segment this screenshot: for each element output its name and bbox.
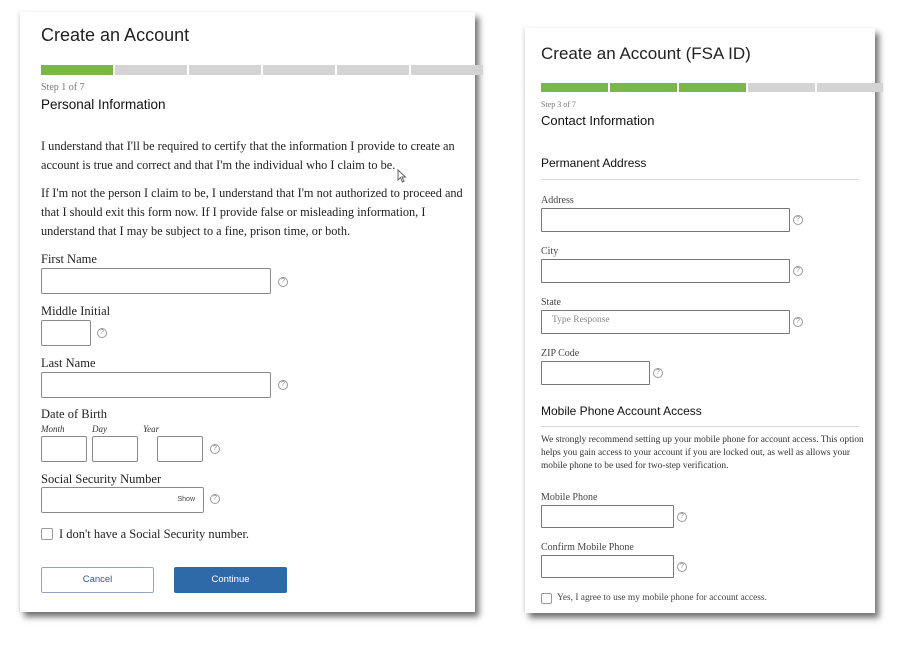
ssn-label: Social Security Number (41, 472, 162, 486)
step-indicator: Step 3 of 7 (541, 100, 576, 109)
no-ssn-checkbox[interactable] (41, 528, 53, 540)
progress-segment (41, 65, 113, 75)
question-circle-icon[interactable]: ? (653, 368, 663, 378)
question-circle-icon[interactable]: ? (793, 215, 803, 225)
middle-initial-label: Middle Initial (41, 304, 111, 318)
section-title: Personal Information (41, 97, 166, 112)
mobile-description: We strongly recommend setting up your mobile phone for account access. This option helps you gain access to your account if you are locked out, as well as allows your mobile phone to be used for two-step verification. (541, 435, 864, 471)
cancel-button[interactable]: Cancel (41, 567, 154, 593)
confirm-mobile-input[interactable] (541, 555, 674, 578)
show-ssn-toggle[interactable]: Show (177, 496, 195, 503)
mobile-phone-input[interactable] (541, 505, 674, 528)
state-label: State (541, 297, 561, 308)
contact-info-panel (525, 28, 875, 613)
ssn-input[interactable] (41, 487, 204, 513)
page-title: Create an Account (FSA ID) (541, 44, 751, 63)
question-circle-icon[interactable]: ? (210, 494, 220, 504)
progress-segment (337, 65, 409, 75)
question-circle-icon[interactable]: ? (97, 328, 107, 338)
section-title: Contact Information (541, 113, 655, 128)
date-of-birth-label: Date of Birth (41, 407, 107, 421)
month-input[interactable] (41, 436, 87, 462)
city-label: City (541, 246, 559, 257)
question-circle-icon[interactable]: ? (677, 562, 687, 572)
progress-segment (189, 65, 261, 75)
agree-mobile-checkbox[interactable] (541, 593, 552, 604)
divider (541, 179, 859, 180)
state-input[interactable] (541, 310, 790, 334)
question-circle-icon[interactable]: ? (278, 277, 288, 287)
last-name-input[interactable] (41, 372, 271, 398)
permanent-address-heading: Permanent Address (541, 156, 647, 170)
warning-paragraph: If I'm not the person I claim to be, I understand that I'm not authorized to proceed and that I should exit this form now. If I provide false or misleading information, I understand that I may be subject to a fine, prison time, or both. (41, 186, 463, 238)
progress-segment (541, 83, 608, 92)
progress-segment (263, 65, 335, 75)
progress-segment (679, 83, 746, 92)
first-name-input[interactable] (41, 268, 271, 294)
question-circle-icon[interactable]: ? (677, 512, 687, 522)
year-input[interactable] (157, 436, 203, 462)
city-input[interactable] (541, 259, 790, 283)
page-title: Create an Account (41, 25, 190, 45)
progress-segment (817, 83, 883, 92)
progress-segment (748, 83, 815, 92)
month-label: Month (41, 424, 65, 434)
personal-info-panel (20, 12, 475, 612)
middle-initial-input[interactable] (41, 320, 91, 346)
address-input[interactable] (541, 208, 790, 232)
progress-segment (610, 83, 677, 92)
mouse-pointer-icon (397, 169, 407, 183)
last-name-label: Last Name (41, 356, 96, 370)
question-circle-icon[interactable]: ? (278, 380, 288, 390)
zip-code-input[interactable] (541, 361, 650, 385)
day-label: Day (92, 424, 107, 434)
certify-paragraph: I understand that I'll be required to certify that the information I provide to create an account is true and correct and that I'm the individual who I claim to be. (41, 139, 455, 172)
confirm-mobile-label: Confirm Mobile Phone (541, 542, 634, 553)
mobile-access-heading: Mobile Phone Account Access (541, 404, 702, 418)
question-circle-icon[interactable]: ? (210, 444, 220, 454)
address-label: Address (541, 195, 574, 206)
step-indicator: Step 1 of 7 (41, 82, 85, 93)
divider (541, 426, 859, 427)
progress-bar (541, 83, 883, 92)
no-ssn-label: I don't have a Social Security number. (59, 527, 250, 541)
mobile-phone-label: Mobile Phone (541, 492, 598, 503)
agree-mobile-label: Yes, I agree to use my mobile phone for account access. (557, 593, 767, 603)
zip-code-label: ZIP Code (541, 348, 580, 359)
first-name-label: First Name (41, 252, 97, 266)
question-circle-icon[interactable]: ? (793, 317, 803, 327)
state-placeholder: Type Response (552, 315, 610, 325)
progress-segment (115, 65, 187, 75)
progress-bar (41, 65, 483, 75)
day-input[interactable] (92, 436, 138, 462)
question-circle-icon[interactable]: ? (793, 266, 803, 276)
year-label: Year (143, 424, 160, 434)
continue-button[interactable]: Continue (174, 567, 287, 593)
progress-segment (411, 65, 483, 75)
